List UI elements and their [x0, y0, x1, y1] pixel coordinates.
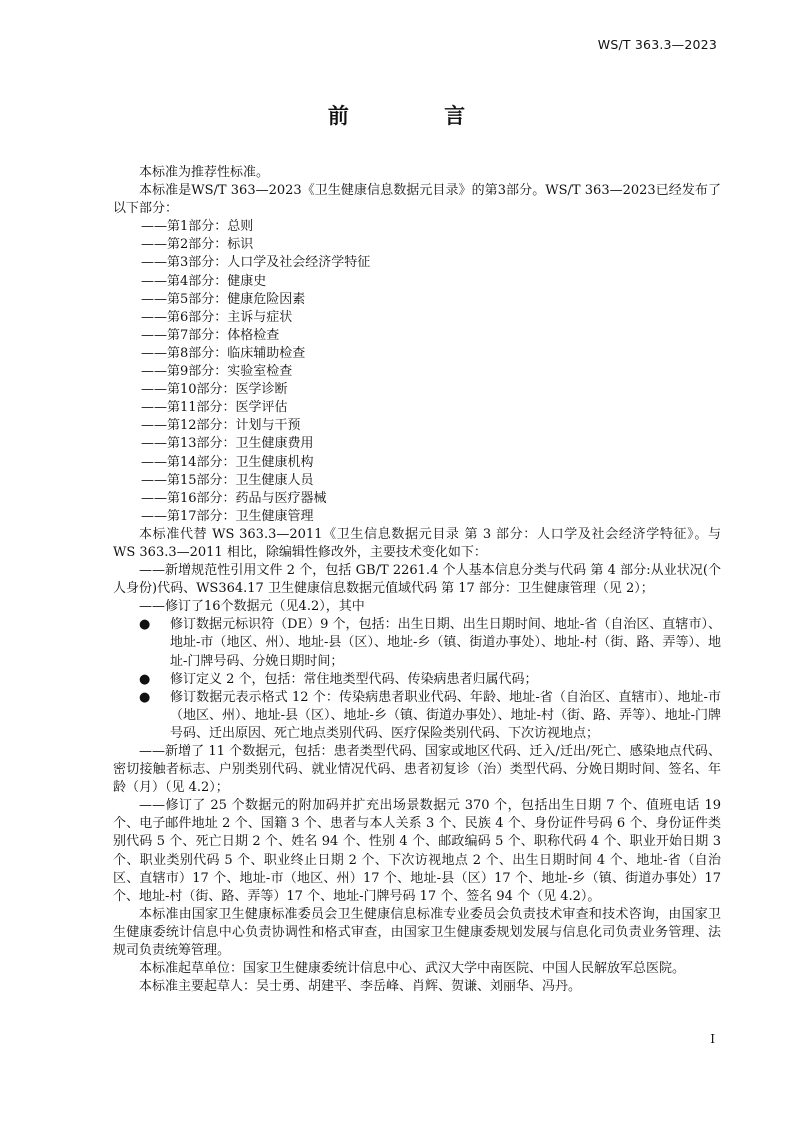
- part-item: ——第1部分：总则: [140, 219, 254, 235]
- part-item: ——第5部分：健康危险因素: [140, 291, 306, 307]
- part-item: ——第4部分：健康史: [140, 273, 267, 289]
- change-item-2: ——修订了16个数据元（见4.2），其中: [139, 599, 365, 615]
- replacement-paragraph: 本标准代替 WS 363.3—2011《卫生信息数据元目录 第 3 部分：人口学及社会经济学特征》。与 WS 363.3—2011 相比，除编辑性修改外，主要技术变化如下：: [113, 526, 721, 560]
- part-item: ——第8部分：临床辅助检查: [140, 345, 306, 361]
- change-item-4: ——修订了 25 个数据元的附加码并扩充出场景数据元 370 个，包括出生日期 7 个、值班电话 19 个、电子邮件地址 2 个、国籍 3 个、患者与本人关系 3 个、民族 4 个、身份证件号码 6 个、身份证件类别代码 5 个、死亡日期 2 个、姓名 94 个、性别 4 个、邮政编码 5 个、职称代码 4 个、职业开始日期 3 个、职业类别代码 5 个、职业终止日期 2 个、下次访视地点 2 个、出生日期时间 4 个、地址-省（自治区、直辖市）17 个、地址-市（地区、州）17 个、地址-县（区）17 个、地址-乡（镇、街道办事处）17 个、地址-村（街、路、弄等）17 个、地址-门牌号码 17 个、签名 94 个（见 4.2）。: [113, 798, 721, 904]
- part-item: ——第16部分：药品与医疗器械: [140, 490, 327, 506]
- part-item: ——第3部分：人口学及社会经济学特征: [140, 255, 371, 271]
- intro-paragraph-1: 本标准为推荐性标准。: [139, 165, 270, 180]
- page-number: I: [710, 1032, 715, 1046]
- part-item: ——第17部分：卫生健康管理: [140, 508, 314, 524]
- standard-code: WS/T 363.3—2023: [597, 37, 717, 52]
- bullet-item: [113, 616, 721, 670]
- page-title: 前 言: [327, 104, 510, 128]
- part-item: ——第6部分：主诉与症状: [140, 309, 293, 325]
- bullet-dot-icon: ●: [139, 689, 151, 705]
- drafting-units: 本标准起草单位：国家卫生健康委统计信息中心、武汉大学中南医院、中国人民解放军总医院。: [139, 961, 686, 977]
- foreword-body: [113, 164, 721, 996]
- drafters: 本标准主要起草人：吴士勇、胡建平、李岳峰、肖辉、贺谦、刘丽华、冯丹。: [139, 979, 582, 995]
- bullet-text: 修订定义 2 个，包括：常住地类型代码、传染病患者归属代码；: [170, 671, 538, 687]
- bullet-list: [113, 616, 721, 743]
- part-item: ——第15部分：卫生健康人员: [140, 472, 314, 488]
- bullet-item: [113, 689, 721, 743]
- bullet-dot-icon: ●: [139, 617, 151, 633]
- part-item: ——第10部分：医学诊断: [140, 382, 288, 398]
- part-item: ——第9部分：实验室检查: [140, 364, 293, 380]
- bullet-text: 修订数据元标识符（DE）9 个，包括：出生日期、出生日期时间、地址-省（自治区、直辖市）、地址-市（地区、州）、地址-县（区）、地址-乡（镇、街道办事处）、地址-村（街、路、弄等）、地址-门牌号码、分娩日期时间；: [170, 617, 721, 669]
- change-item-3: ——新增了 11 个数据元，包括：患者类型代码、国家或地区代码、迁入/迁出/死亡、感染地点代码、密切接触者标志、户别类别代码、就业情况代码、患者初复诊（治）类型代码、分娩日期时间、签名、年龄（月）（见 4.2）；: [113, 744, 721, 796]
- bullet-dot-icon: ●: [139, 671, 151, 687]
- bullet-item: [113, 671, 721, 689]
- part-item: ——第2部分：标识: [140, 237, 254, 253]
- parts-list: [113, 218, 721, 526]
- part-item: ——第7部分：体格检查: [140, 327, 280, 343]
- proposal-paragraph: 本标准由国家卫生健康标准委员会卫生健康信息标准专业委员会负责技术审查和技术咨询，由国家卫生健康委统计信息中心负责协调性和格式审查，由国家卫生健康委规划发展与信息化司负责业务管理、法规司负责统筹管理。: [113, 906, 721, 959]
- bullet-text: 修订数据元表示格式 12 个：传染病患者职业代码、年龄、地址-省（自治区、直辖市）、地址-市（地区、州）、地址-县（区）、地址-乡（镇、街道办事处）、地址-村（街、路、弄等）、地址-门牌号码、迁出原因、死亡地点类别代码、医疗保险类别代码、下次访视地点；: [170, 689, 721, 741]
- part-item: ——第12部分：计划与干预: [140, 418, 301, 434]
- intro-paragraph-2: 本标准是WS/T 363—2023《卫生健康信息数据元目录》的第3部分。WS/T 363—2023已经发布了以下部分：: [113, 183, 721, 217]
- part-item: ——第11部分：医学评估: [140, 400, 288, 416]
- change-item-1: ——新增规范性引用文件 2 个，包括 GB/T 2261.4 个人基本信息分类与代码 第 4 部分:从业状况(个人身份)代码、WS364.17 卫生健康信息数据元值域代码 第 17 部分：卫生健康管理（见 2）；: [113, 563, 721, 597]
- part-item: ——第14部分：卫生健康机构: [140, 454, 314, 470]
- part-item: ——第13部分：卫生健康费用: [140, 436, 314, 452]
